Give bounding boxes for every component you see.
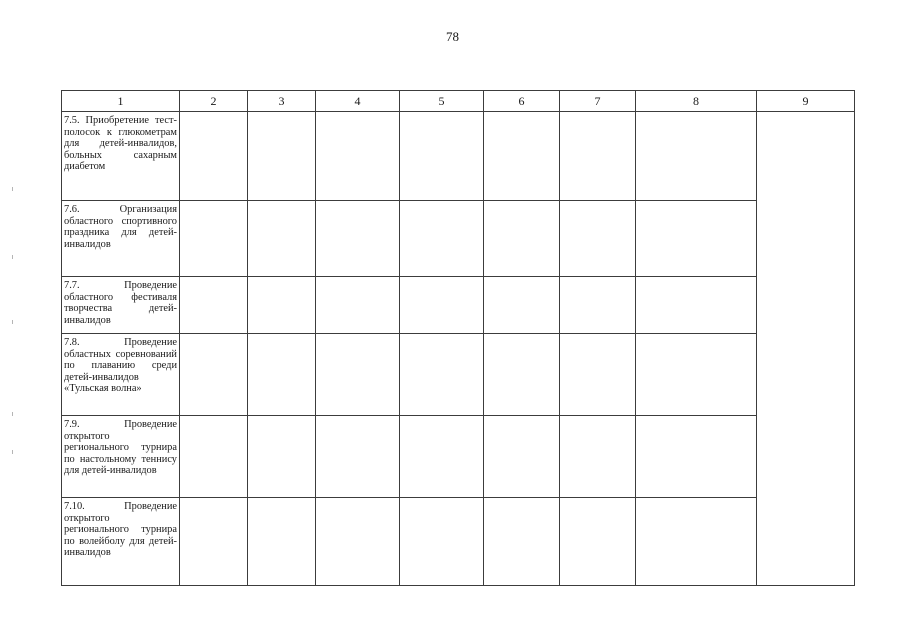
- column-header: 3: [248, 91, 316, 112]
- row-label: 7.10. Проведение открытого регионального турнира по волейболу для детей-инвалидов: [64, 501, 177, 559]
- table-cell: [180, 334, 248, 416]
- column-header: 6: [484, 91, 560, 112]
- table-cell: [636, 201, 757, 277]
- table-cell: [316, 277, 400, 334]
- table-cell: [484, 201, 560, 277]
- table-cell: [400, 277, 484, 334]
- data-table: [61, 90, 855, 586]
- table-row: [62, 201, 855, 277]
- row-label: 7.8. Проведение областных соревнований по плаванию среди детей-инвалидов «Тульская волна»: [64, 337, 177, 395]
- row-label-cell: [62, 112, 180, 201]
- table-cell: [400, 416, 484, 498]
- column-header: 5: [400, 91, 484, 112]
- table-cell: [248, 201, 316, 277]
- table-cell: [248, 277, 316, 334]
- table-cell: [484, 334, 560, 416]
- table-cell: [248, 498, 316, 586]
- scan-speck: [12, 450, 13, 454]
- table-cell: [484, 416, 560, 498]
- column-header: 8: [636, 91, 757, 112]
- column-header: 7: [560, 91, 636, 112]
- table-cell: [636, 112, 757, 201]
- table-cell: [400, 201, 484, 277]
- table-cell: [400, 112, 484, 201]
- column-header: 2: [180, 91, 248, 112]
- row-label-cell: [62, 498, 180, 586]
- table-cell: [484, 277, 560, 334]
- page-number: 78: [446, 29, 459, 44]
- table-cell: [316, 201, 400, 277]
- table-cell: [560, 277, 636, 334]
- table-cell: [636, 277, 757, 334]
- table-cell: [560, 416, 636, 498]
- table-cell: [560, 334, 636, 416]
- row-label: 7.5. Приобретение тест-полосок к глюкометрам для детей-инвалидов, больных сахарным диабетом: [64, 115, 177, 173]
- row-label-cell: [62, 416, 180, 498]
- table-cell: [248, 334, 316, 416]
- table-row: [62, 416, 855, 498]
- merged-cell-column-9: [757, 112, 855, 586]
- table-cell: [180, 498, 248, 586]
- table-row: [62, 498, 855, 586]
- table-cell: [248, 112, 316, 201]
- table-cell: [400, 498, 484, 586]
- scan-speck: [12, 255, 13, 259]
- table-cell: [636, 416, 757, 498]
- table-cell: [636, 498, 757, 586]
- row-label-cell: [62, 334, 180, 416]
- table-cell: [248, 416, 316, 498]
- row-label-cell: [62, 277, 180, 334]
- table-cell: [316, 112, 400, 201]
- table-cell: [180, 112, 248, 201]
- table-cell: [636, 334, 757, 416]
- row-label: 7.9. Проведение открытого регионального турнира по настольному теннису для детей-инвалидов: [64, 419, 177, 477]
- header-row: [62, 91, 855, 112]
- table-cell: [180, 277, 248, 334]
- scan-speck: [12, 412, 13, 416]
- column-header: 9: [757, 91, 855, 112]
- column-header: 4: [316, 91, 400, 112]
- table-row: [62, 277, 855, 334]
- table-cell: [484, 112, 560, 201]
- row-label-cell: [62, 201, 180, 277]
- table-cell: [560, 498, 636, 586]
- table-cell: [484, 498, 560, 586]
- column-header: 1: [62, 91, 180, 112]
- table-cell: [316, 416, 400, 498]
- scan-speck: [12, 320, 13, 324]
- table-cell: [560, 201, 636, 277]
- table-cell: [180, 201, 248, 277]
- table-cell: [316, 498, 400, 586]
- row-label: 7.6. Организация областного спортивного праздника для детей-инвалидов: [64, 204, 177, 250]
- table-cell: [400, 334, 484, 416]
- table-row: [62, 112, 855, 201]
- scan-speck: [12, 187, 13, 191]
- table-cell: [316, 334, 400, 416]
- row-label: 7.7. Проведение областного фестиваля творчества детей-инвалидов: [64, 280, 177, 326]
- table-cell: [180, 416, 248, 498]
- table-cell: [560, 112, 636, 201]
- table-row: [62, 334, 855, 416]
